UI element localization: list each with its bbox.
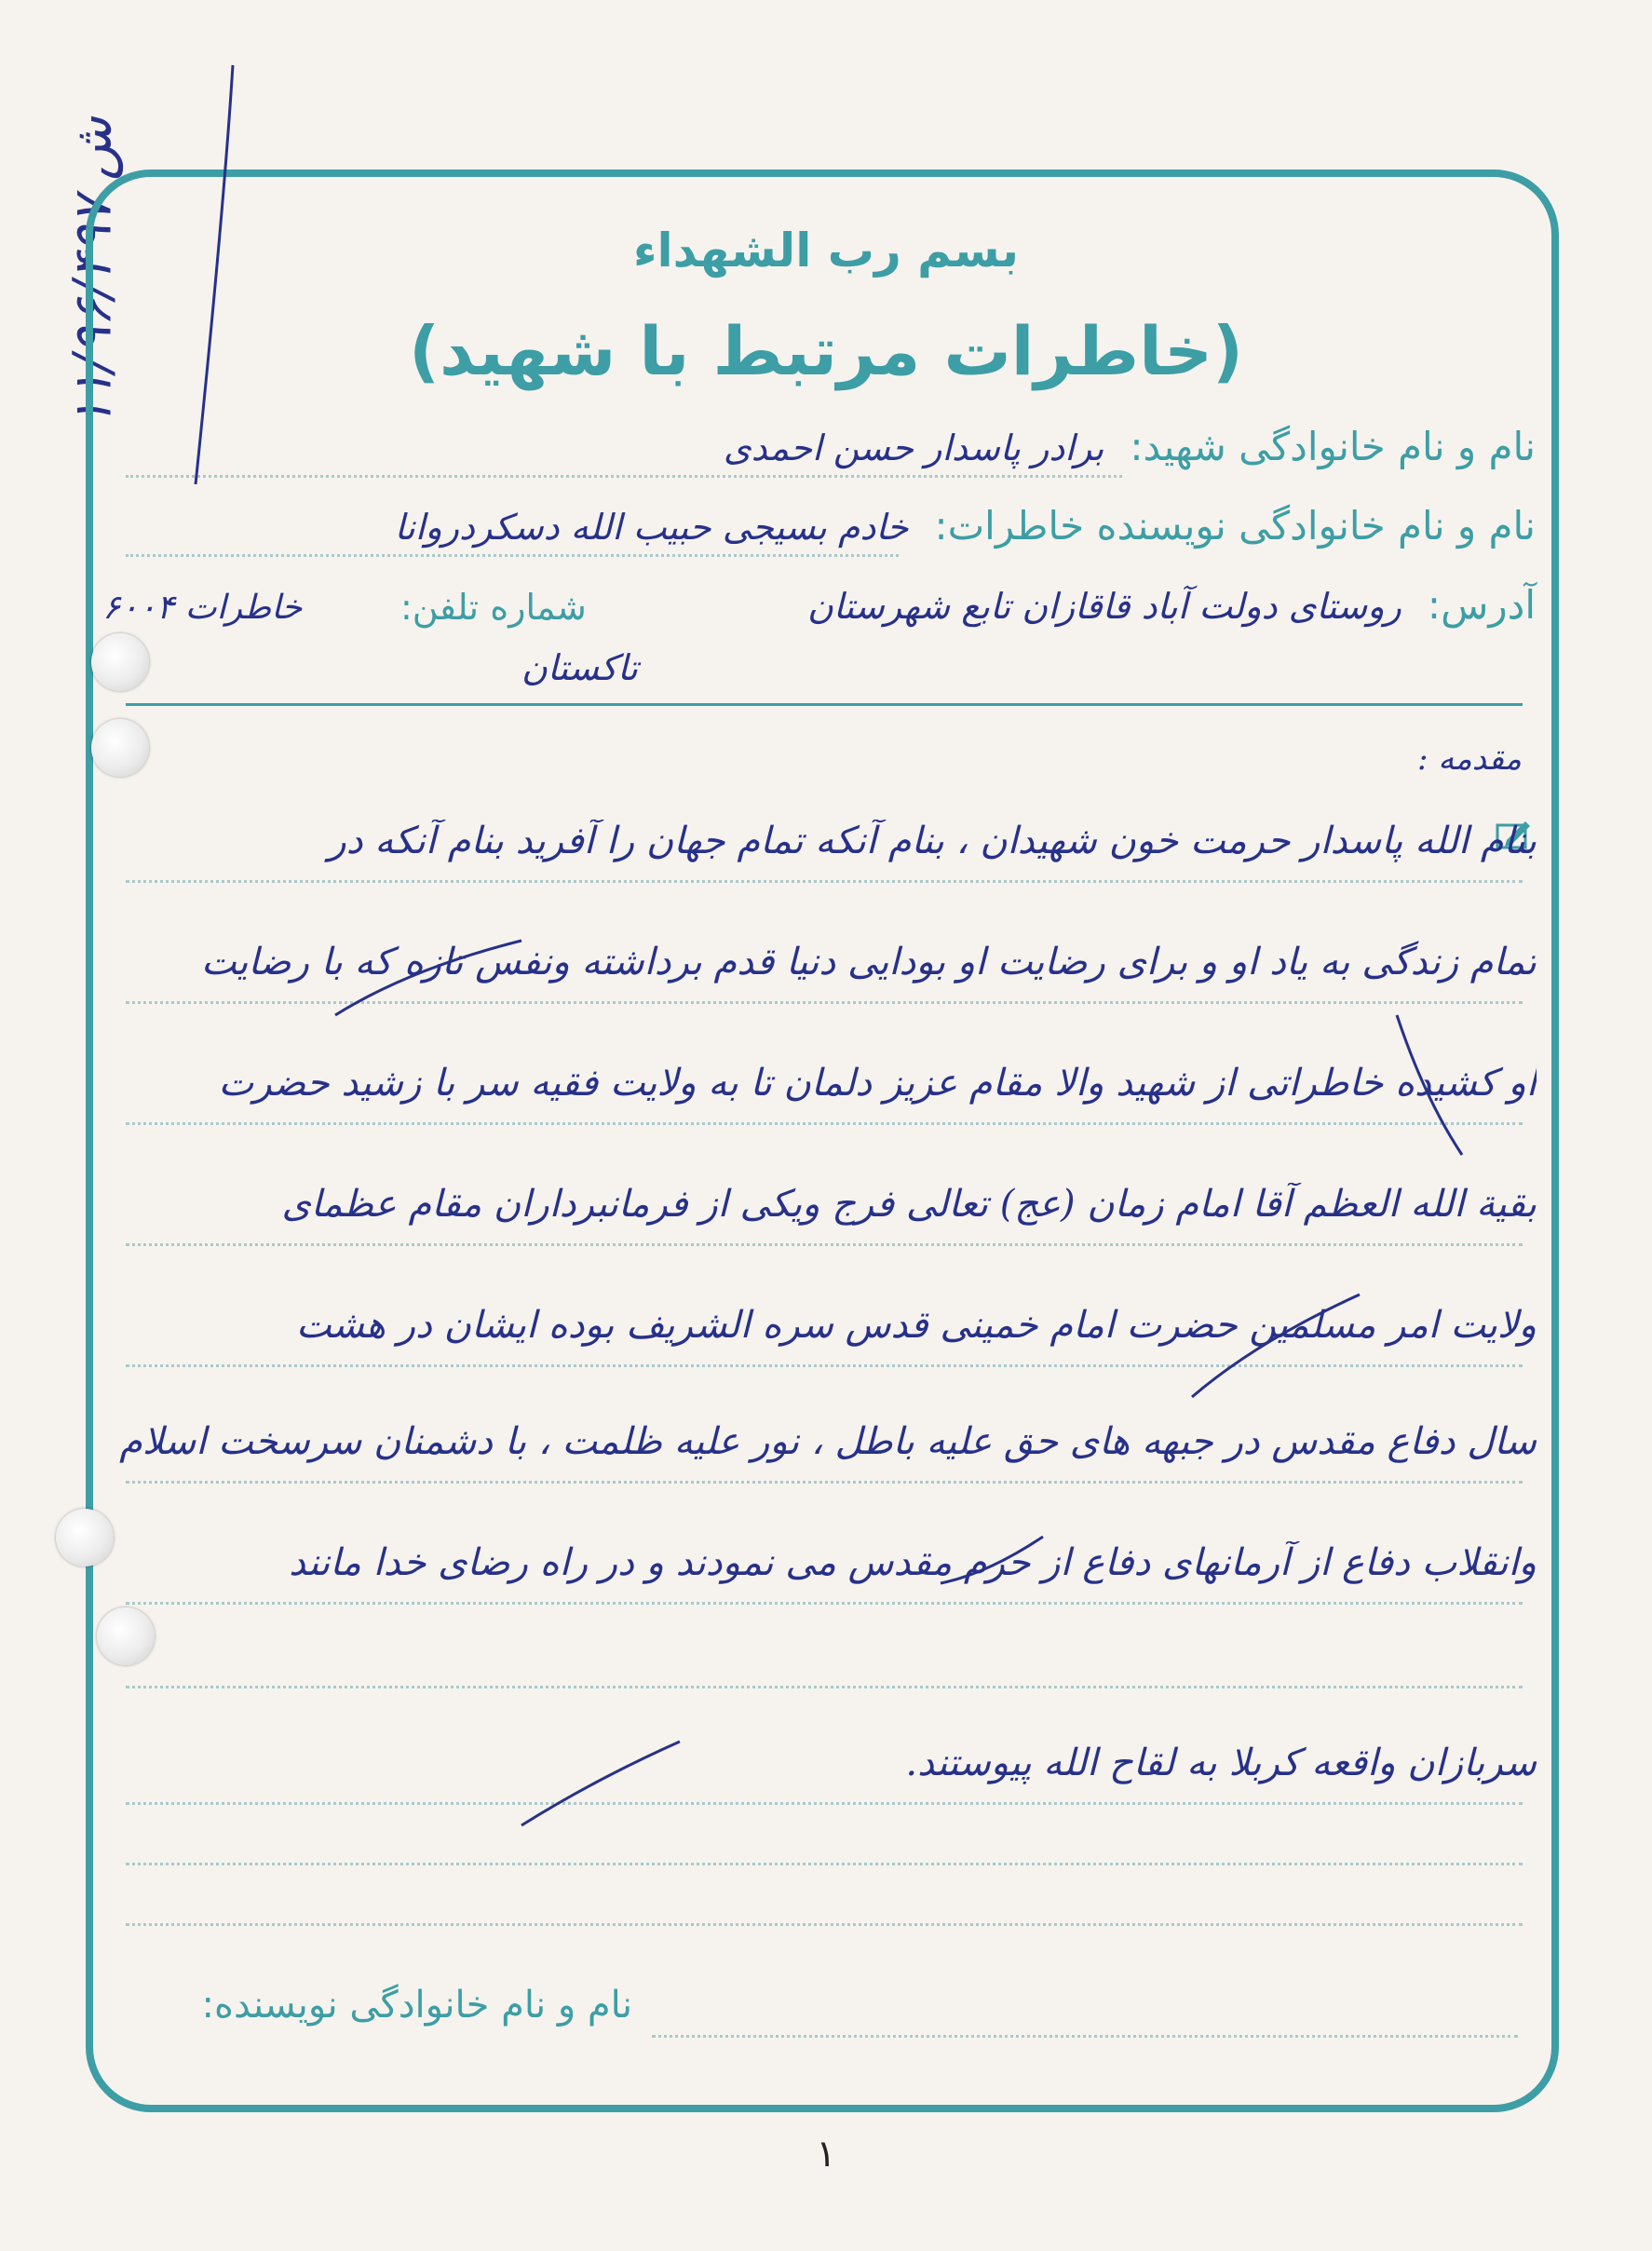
address-value-line2: تاکستان <box>521 647 639 688</box>
martyr-name-value: برادر پاسدار حسن احمدی <box>723 427 1104 468</box>
binder-hole <box>91 719 149 777</box>
martyr-name-label: نام و نام خانوادگی شهید: <box>1130 424 1536 469</box>
page-number: ۱ <box>816 2133 836 2176</box>
footer-writer-label: نام و نام خانوادگی نویسنده: <box>201 1984 632 2027</box>
phone-value: خاطرات ۶۰۰۴ <box>102 589 303 627</box>
binder-hole <box>91 633 149 691</box>
address-value: روستای دولت آباد قاقازان تابع شهرستان <box>807 586 1401 627</box>
memoir-line: بنام الله پاسدار حرمت خون شهیدان ، بنام آنکه تمام جهان را آفرید بنام آنکه در <box>328 820 1537 862</box>
writer-name-value: خادم بسیجی حبیب الله دسکردروانا <box>394 507 909 548</box>
basmala-heading: بسم رب الشهداء <box>632 224 1020 278</box>
memoir-line: بقیة الله العظم آقا امام زمان (عج) تعالی فرج ویکی از فرمانبرداران مقام عظمای <box>281 1183 1537 1226</box>
memoir-line: تمام زندگی به یاد او و برای رضایت او بودایی دنیا قدم برداشته ونفس تازه که با رضایت <box>201 941 1537 983</box>
phone-label: شماره تلفن: <box>400 587 587 628</box>
memoir-line: سال دفاع مقدس در جبهه های حق علیه باطل ، نور علیه ظلمت ، با دشمنان سرسخت اسلام <box>119 1420 1537 1463</box>
memoir-line: سربازان واقعه کربلا به لقاح الله پیوستند. <box>905 1742 1537 1784</box>
binder-hole <box>97 1607 155 1665</box>
intro-label: مقدمه : <box>1417 740 1522 778</box>
form-title: (خاطرات مرتبط با شهید) <box>409 312 1243 390</box>
memoir-line: وانقلاب دفاع از آرمانهای دفاع از حرم مقدس می نمودند و در راه رضای خدا مانند <box>289 1541 1537 1584</box>
memoir-line: ولایت امر مسلمین حضرت امام خمینی قدس سره الشریف بوده ایشان در هشت <box>295 1304 1537 1347</box>
side-archive-note-text: ۱۱/۹۶/۴۹۷ ش <box>62 116 124 428</box>
address-label: آدرس: <box>1427 582 1536 628</box>
writer-name-label: نام و نام خانوادگی نویسنده خاطرات: <box>934 503 1536 549</box>
memoir-line: او کشیده خاطراتی از شهید والا مقام عزیز دلمان تا به ولایت فقیه سر با زشید حضرت <box>218 1062 1537 1105</box>
binder-hole <box>56 1509 114 1566</box>
